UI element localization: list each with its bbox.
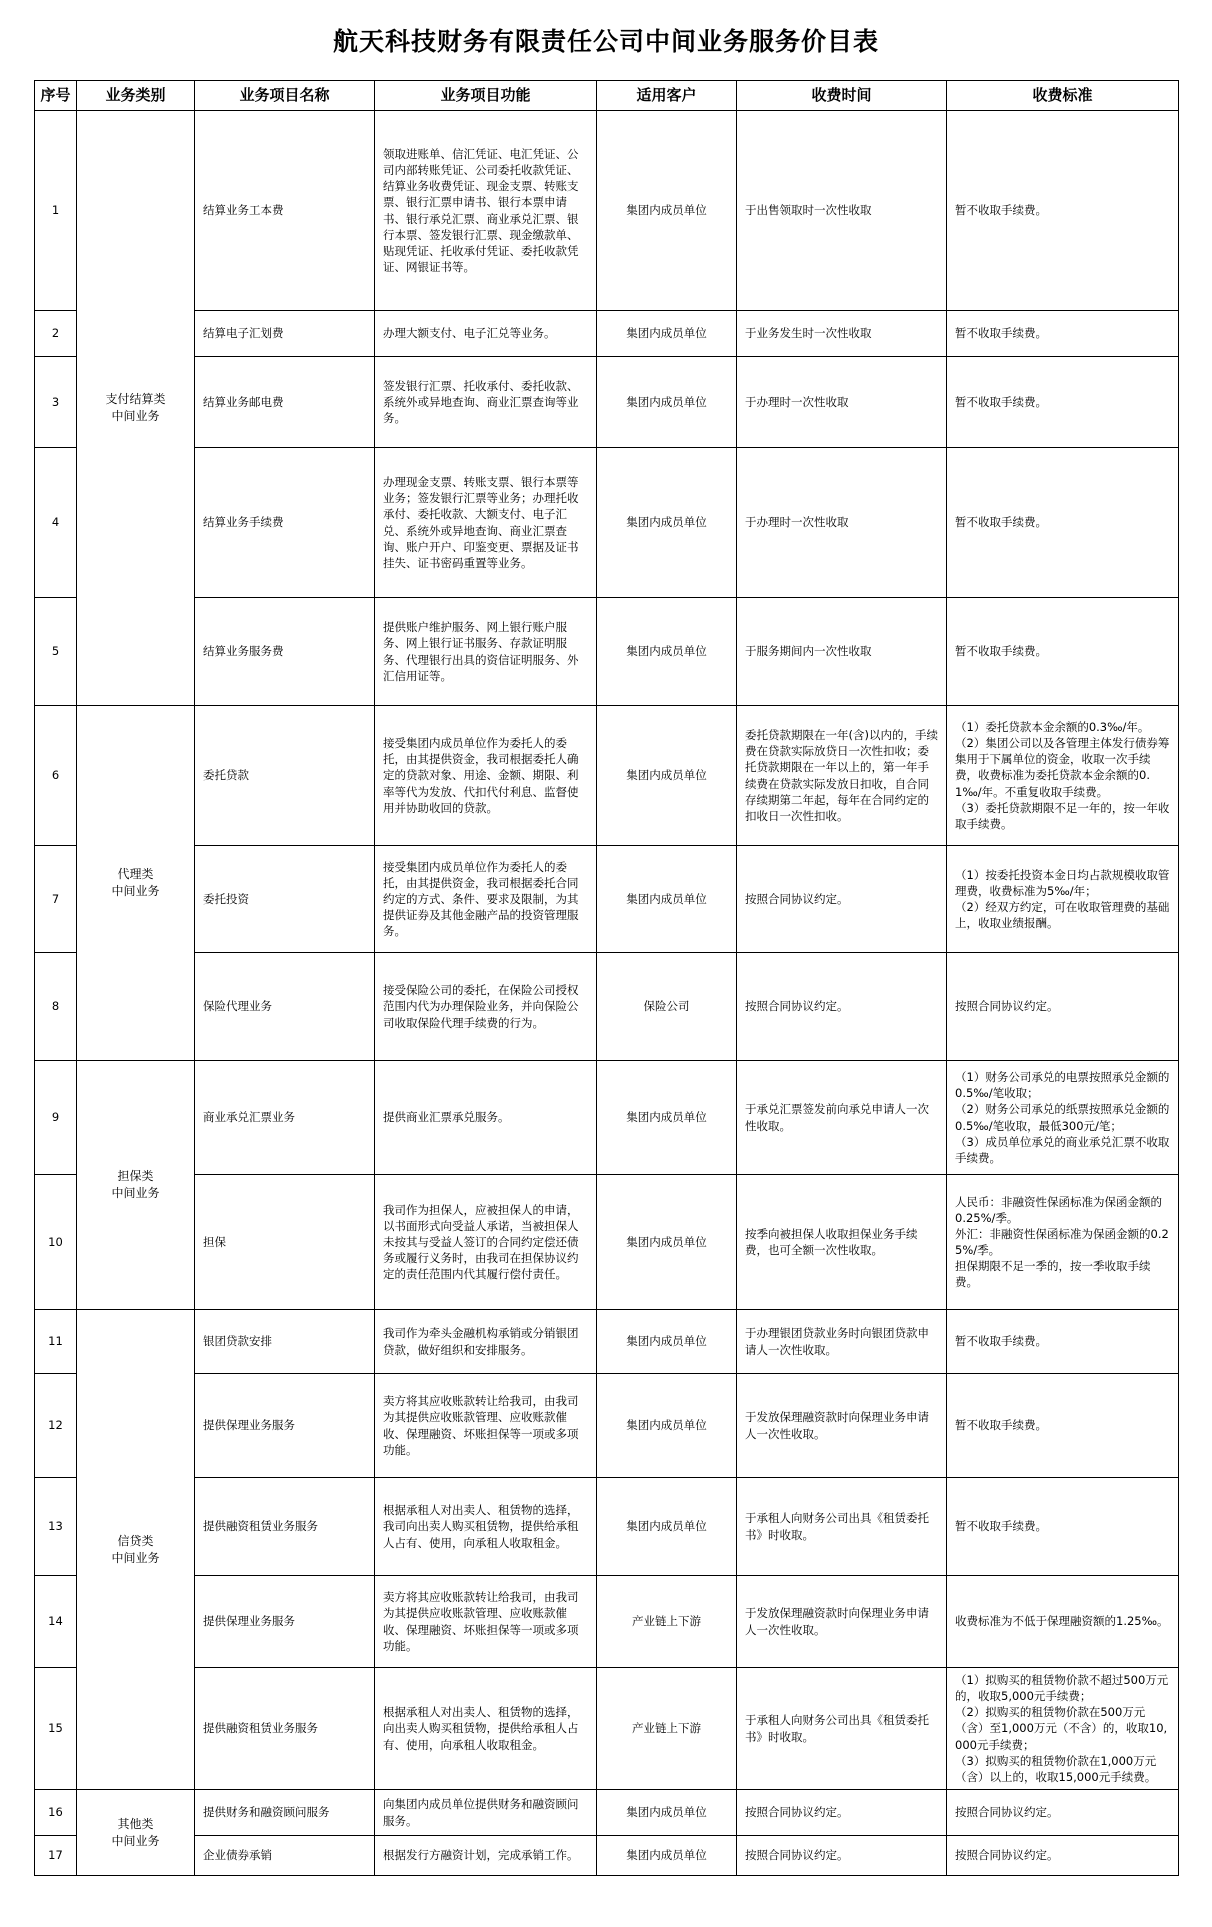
- row-function: 卖方将其应收账款转让给我司，由我司为其提供应收账款管理、应收账款催收、保理融资、坏账担保等一项或多项功能。: [375, 1374, 597, 1478]
- row-no: 2: [35, 311, 77, 357]
- page-title: 航天科技财务有限责任公司中间业务服务价目表: [332, 27, 879, 56]
- row-name: 结算业务手续费: [195, 448, 375, 598]
- row-client: 集团内成员单位: [597, 1310, 737, 1374]
- row-name: 企业债券承销: [195, 1836, 375, 1876]
- row-fee: 暂不收取手续费。: [947, 1478, 1179, 1576]
- row-client: 集团内成员单位: [597, 1790, 737, 1836]
- row-no: 4: [35, 448, 77, 598]
- category-cell: 代理类 中间业务: [77, 706, 195, 1061]
- row-function: 接受集团内成员单位作为委托人的委托，由其提供资金，我司根据委托人确定的贷款对象、用途、金额、期限、利率等代为发放、代扣代付利息、监督使用并协助收回的贷款。: [375, 706, 597, 846]
- table-row: [35, 1374, 1179, 1478]
- row-no: 14: [35, 1576, 77, 1668]
- table-row: [35, 1175, 1179, 1310]
- row-function: 我司作为担保人，应被担保人的申请，以书面形式向受益人承诺，当被担保人未按其与受益人签订的合同约定偿还债务或履行义务时，由我司在担保协议约定的责任范围内代其履行偿付责任。: [375, 1175, 597, 1310]
- row-name: 担保: [195, 1175, 375, 1310]
- row-client: 集团内成员单位: [597, 111, 737, 311]
- row-no: 7: [35, 846, 77, 953]
- row-fee: （1）拟购买的租赁物价款不超过500万元的，收取5,000元手续费； （2）拟购买的租赁物价款在500万元（含）至1,000万元（不含）的，收取10,000元手续费； （3）拟购买的租赁物价款在1,000万元（含）以上的，收取15,000元手续费。: [947, 1668, 1179, 1790]
- row-fee: 暂不收取手续费。: [947, 111, 1179, 311]
- row-function: 向集团内成员单位提供财务和融资顾问服务。: [375, 1790, 597, 1836]
- row-function: 卖方将其应收账款转让给我司，由我司为其提供应收账款管理、应收账款催收、保理融资、坏账担保等一项或多项功能。: [375, 1576, 597, 1668]
- row-fee: 收费标准为不低于保理融资额的1.25‰。: [947, 1576, 1179, 1668]
- row-fee: （1）财务公司承兑的电票按照承兑金额的0.5‰/笔收取； （2）财务公司承兑的纸票按照承兑金额的0.5‰/笔收取，最低300元/笔； （3）成员单位承兑的商业承兑汇票不收取手续费。: [947, 1061, 1179, 1175]
- row-time: 于办理时一次性收取: [737, 448, 947, 598]
- table-row: [35, 357, 1179, 448]
- row-function: 根据承租人对出卖人、租赁物的选择，向出卖人购买租赁物，提供给承租人占有、使用，向承租人收取租金。: [375, 1668, 597, 1790]
- row-fee: 按照合同协议约定。: [947, 1836, 1179, 1876]
- category-cell: 支付结算类 中间业务: [77, 111, 195, 706]
- row-no: 6: [35, 706, 77, 846]
- row-client: 集团内成员单位: [597, 1478, 737, 1576]
- row-no: 12: [35, 1374, 77, 1478]
- row-fee: 人民币：非融资性保函标准为保函金额的0.25%/季。 外汇：非融资性保函标准为保函金额的0.25%/季。 担保期限不足一季的，按一季收取手续费。: [947, 1175, 1179, 1310]
- row-function: 办理大额支付、电子汇兑等业务。: [375, 311, 597, 357]
- row-name: 委托投资: [195, 846, 375, 953]
- row-fee: （1）按委托投资本金日均占款规模收取管理费，收费标准为5‰/年； （2）经双方约定，可在收取管理费的基础上，收取业绩报酬。: [947, 846, 1179, 953]
- row-name: 商业承兑汇票业务: [195, 1061, 375, 1175]
- table-row: [35, 846, 1179, 953]
- row-no: 9: [35, 1061, 77, 1175]
- header-item-function: 业务项目功能: [375, 81, 597, 111]
- row-name: 提供融资租赁业务服务: [195, 1668, 375, 1790]
- table-row: [35, 1836, 1179, 1876]
- row-no: 15: [35, 1668, 77, 1790]
- row-fee: 按照合同协议约定。: [947, 953, 1179, 1061]
- header-no: 序号: [35, 81, 77, 111]
- row-fee: 暂不收取手续费。: [947, 598, 1179, 706]
- price-table: [34, 80, 1179, 1876]
- table-row: [35, 1478, 1179, 1576]
- table-row: [35, 598, 1179, 706]
- row-client: 集团内成员单位: [597, 311, 737, 357]
- row-function: 根据承租人对出卖人、租赁物的选择，我司向出卖人购买租赁物，提供给承租人占有、使用，向承租人收取租金。: [375, 1478, 597, 1576]
- row-name: 结算业务工本费: [195, 111, 375, 311]
- table-row: [35, 311, 1179, 357]
- row-function: 领取进账单、信汇凭证、电汇凭证、公司内部转账凭证、公司委托收款凭证、结算业务收费凭证、现金支票、转账支票、银行汇票申请书、银行本票申请书、银行承兑汇票、商业承兑汇票、银行本票、签发银行汇票、现金缴款单、贴现凭证、托收承付凭证、委托收款凭证、网银证书等。: [375, 111, 597, 311]
- header-charge-time: 收费时间: [737, 81, 947, 111]
- row-no: 11: [35, 1310, 77, 1374]
- row-name: 保险代理业务: [195, 953, 375, 1061]
- row-client: 集团内成员单位: [597, 846, 737, 953]
- row-time: 按照合同协议约定。: [737, 846, 947, 953]
- header-client: 适用客户: [597, 81, 737, 111]
- row-fee: 按照合同协议约定。: [947, 1790, 1179, 1836]
- row-no: 5: [35, 598, 77, 706]
- row-client: 集团内成员单位: [597, 1374, 737, 1478]
- row-client: 保险公司: [597, 953, 737, 1061]
- row-time: 于办理银团贷款业务时向银团贷款申请人一次性收取。: [737, 1310, 947, 1374]
- row-time: 于承租人向财务公司出具《租赁委托书》时收取。: [737, 1478, 947, 1576]
- row-function: 提供商业汇票承兑服务。: [375, 1061, 597, 1175]
- row-function: 我司作为牵头金融机构承销或分销银团贷款，做好组织和安排服务。: [375, 1310, 597, 1374]
- row-name: 提供融资租赁业务服务: [195, 1478, 375, 1576]
- header-charge-standard: 收费标准: [947, 81, 1179, 111]
- row-no: 10: [35, 1175, 77, 1310]
- row-no: 1: [35, 111, 77, 311]
- row-client: 集团内成员单位: [597, 598, 737, 706]
- row-fee: 暂不收取手续费。: [947, 357, 1179, 448]
- row-no: 3: [35, 357, 77, 448]
- table-row: [35, 1310, 1179, 1374]
- row-client: 集团内成员单位: [597, 448, 737, 598]
- row-fee: 暂不收取手续费。: [947, 311, 1179, 357]
- row-fee: 暂不收取手续费。: [947, 1374, 1179, 1478]
- row-client: 集团内成员单位: [597, 706, 737, 846]
- row-time: 于发放保理融资款时向保理业务申请人一次性收取。: [737, 1576, 947, 1668]
- row-time: 按照合同协议约定。: [737, 1836, 947, 1876]
- row-time: 按照合同协议约定。: [737, 953, 947, 1061]
- row-client: 集团内成员单位: [597, 1836, 737, 1876]
- row-function: 签发银行汇票、托收承付、委托收款、系统外或异地查询、商业汇票查询等业务。: [375, 357, 597, 448]
- row-time: 于承兑汇票签发前向承兑申请人一次性收取。: [737, 1061, 947, 1175]
- row-time: 于发放保理融资款时向保理业务申请人一次性收取。: [737, 1374, 947, 1478]
- row-no: 17: [35, 1836, 77, 1876]
- row-name: 提供财务和融资顾问服务: [195, 1790, 375, 1836]
- row-time: 按照合同协议约定。: [737, 1790, 947, 1836]
- row-no: 13: [35, 1478, 77, 1576]
- table-row: [35, 111, 1179, 311]
- row-time: 委托贷款期限在一年(含)以内的，手续费在贷款实际放贷日一次性扣收；委托贷款期限在一年以上的，第一年手续费在贷款实际发放日扣收，自合同存续期第二年起，每年在合同约定的扣收日一次性扣收。: [737, 706, 947, 846]
- table-header-row: [35, 81, 1179, 111]
- row-time: 按季向被担保人收取担保业务手续费，也可全额一次性收取。: [737, 1175, 947, 1310]
- row-client: 集团内成员单位: [597, 1061, 737, 1175]
- row-name: 结算业务邮电费: [195, 357, 375, 448]
- row-function: 提供账户维护服务、网上银行账户服务、网上银行证书服务、存款证明服务、代理银行出具的资信证明服务、外汇信用证等。: [375, 598, 597, 706]
- row-fee: （1）委托贷款本金余额的0.3‰/年。 （2）集团公司以及各管理主体发行债券筹集用于下属单位的资金，收取一次手续费，收费标准为委托贷款本金余额的0.1‰/年。不重复收取手续费。 （3）委托贷款期限不足一年的，按一年收取手续费。: [947, 706, 1179, 846]
- row-name: 提供保理业务服务: [195, 1576, 375, 1668]
- row-client: 产业链上下游: [597, 1668, 737, 1790]
- row-client: 集团内成员单位: [597, 1175, 737, 1310]
- row-fee: 暂不收取手续费。: [947, 1310, 1179, 1374]
- row-fee: 暂不收取手续费。: [947, 448, 1179, 598]
- header-category: 业务类别: [77, 81, 195, 111]
- table-row: [35, 706, 1179, 846]
- header-item-name: 业务项目名称: [195, 81, 375, 111]
- table-row: [35, 1576, 1179, 1668]
- row-client: 产业链上下游: [597, 1576, 737, 1668]
- table-row: [35, 1668, 1179, 1790]
- row-name: 结算电子汇划费: [195, 311, 375, 357]
- row-name: 银团贷款安排: [195, 1310, 375, 1374]
- row-function: 接受集团内成员单位作为委托人的委托，由其提供资金，我司根据委托合同约定的方式、条件、要求及限制，为其提供证券及其他金融产品的投资管理服务。: [375, 846, 597, 953]
- row-function: 办理现金支票、转账支票、银行本票等业务；签发银行汇票等业务；办理托收承付、委托收款、大额支付、电子汇兑、系统外或异地查询、商业汇票查询、账户开户、印鉴变更、票据及证书挂失、证书密码重置等业务。: [375, 448, 597, 598]
- row-no: 16: [35, 1790, 77, 1836]
- category-cell: 担保类 中间业务: [77, 1061, 195, 1310]
- row-name: 提供保理业务服务: [195, 1374, 375, 1478]
- row-time: 于服务期间内一次性收取: [737, 598, 947, 706]
- row-time: 于承租人向财务公司出具《租赁委托书》时收取。: [737, 1668, 947, 1790]
- row-function: 根据发行方融资计划，完成承销工作。: [375, 1836, 597, 1876]
- row-name: 结算业务服务费: [195, 598, 375, 706]
- table-row: [35, 1061, 1179, 1175]
- row-function: 接受保险公司的委托，在保险公司授权范围内代为办理保险业务，并向保险公司收取保险代理手续费的行为。: [375, 953, 597, 1061]
- category-cell: 其他类 中间业务: [77, 1790, 195, 1876]
- table-row: [35, 1790, 1179, 1836]
- category-cell: 信贷类 中间业务: [77, 1310, 195, 1790]
- row-time: 于出售领取时一次性收取: [737, 111, 947, 311]
- row-time: 于业务发生时一次性收取: [737, 311, 947, 357]
- table-row: [35, 953, 1179, 1061]
- row-name: 委托贷款: [195, 706, 375, 846]
- row-time: 于办理时一次性收取: [737, 357, 947, 448]
- row-client: 集团内成员单位: [597, 357, 737, 448]
- row-no: 8: [35, 953, 77, 1061]
- table-row: [35, 448, 1179, 598]
